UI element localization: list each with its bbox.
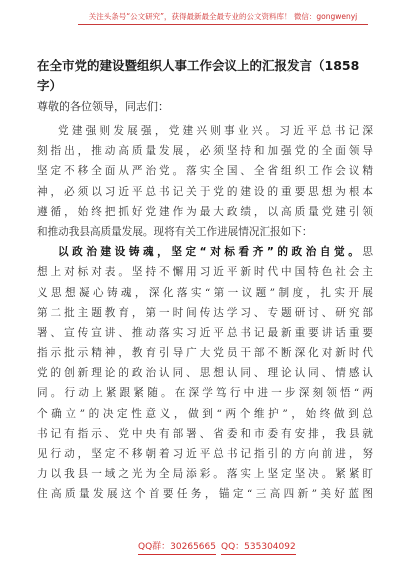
salutation: 尊敬的各位领导，同志们： (37, 100, 169, 113)
paragraph-line: 党建强则发展强，党建兴则事业兴。习近平总书记深 (58, 125, 373, 137)
paragraph-line: 第二批主题教育，第一时间传达学习、专题研讨、研究部 (37, 306, 373, 319)
paragraph-line: 住高质量发展这个首要任务，锚定“三高四新”美好蓝图 (37, 488, 373, 501)
section-heading: 以政治建设铸魂，坚定“对标看齐”的政治自觉。 (58, 246, 363, 259)
paragraph-line: 个确立”的决定性意义，做到“两个维护”，始终做到总 (37, 407, 373, 420)
header-banner: 关注头条号“公文研究”，获得最新最全最专业的公文资料库！ 微信：gongwenyj (78, 10, 368, 25)
qq-group-link[interactable]: QQ群：30265665 (138, 540, 216, 555)
document-body (37, 121, 373, 505)
footer (0, 540, 408, 556)
document-title (37, 56, 377, 96)
paragraph-line: 想上对标对表。坚持不懈用习近平新时代中国特色社会主 (37, 266, 373, 279)
section-heading-line (37, 242, 373, 262)
paragraph-line: 署、宣传宣讲、推动落实习近平总书记最新重要讲话重要 (37, 326, 373, 339)
qq-contact-link[interactable]: QQ：535304092 (221, 540, 296, 555)
paragraph-line: 党的创新理论的政治认同、思想认同、理论认同、情感认 (37, 367, 373, 380)
paragraph-line: 指示批示精神，教育引导广大党员干部不断深化对新时代 (37, 347, 373, 360)
paragraph-line: 力以我县一域之光为全局添彩。落实上坚定坚决。紧紧盯 (37, 468, 373, 481)
section-heading-tail: 思 (362, 246, 373, 259)
paragraph-line: 见行动，坚定不移朝着习近平总书记指引的方向前进，努 (37, 448, 373, 460)
title-line-1: 在全市党的建设暨组织人事工作会议上的汇报发言（1858 (37, 58, 360, 73)
paragraph-line: 神，必须以习近平总书记关于党的建设的重要思想为根本 (37, 185, 373, 198)
paragraph-line: 书记有指示、党中央有部署、省委和市委有安排，我县就 (37, 427, 373, 440)
paragraph-line: 坚定不移全面从严治党。落实全国、全省组织工作会议精 (37, 165, 373, 178)
paragraph-line: 义思想凝心铸魂，深化落实“第一议题”制度，扎实开展 (37, 286, 373, 299)
paragraph-line: 遵循，始终把抓好党建作为最大政绩，以高质量党建引领 (37, 205, 373, 218)
paragraph-line: 刻指出，推动高质量发展，必须坚持和加强党的全面领导 (37, 145, 373, 158)
paragraph-line: 同。行动上紧跟紧随。在深学笃行中进一步深刻领悟“两 (37, 387, 373, 400)
title-line-2: 字） (37, 78, 63, 93)
paragraph-line: 和推动我县高质量发展。现将有关工作进展情况汇报如下： (37, 225, 313, 238)
